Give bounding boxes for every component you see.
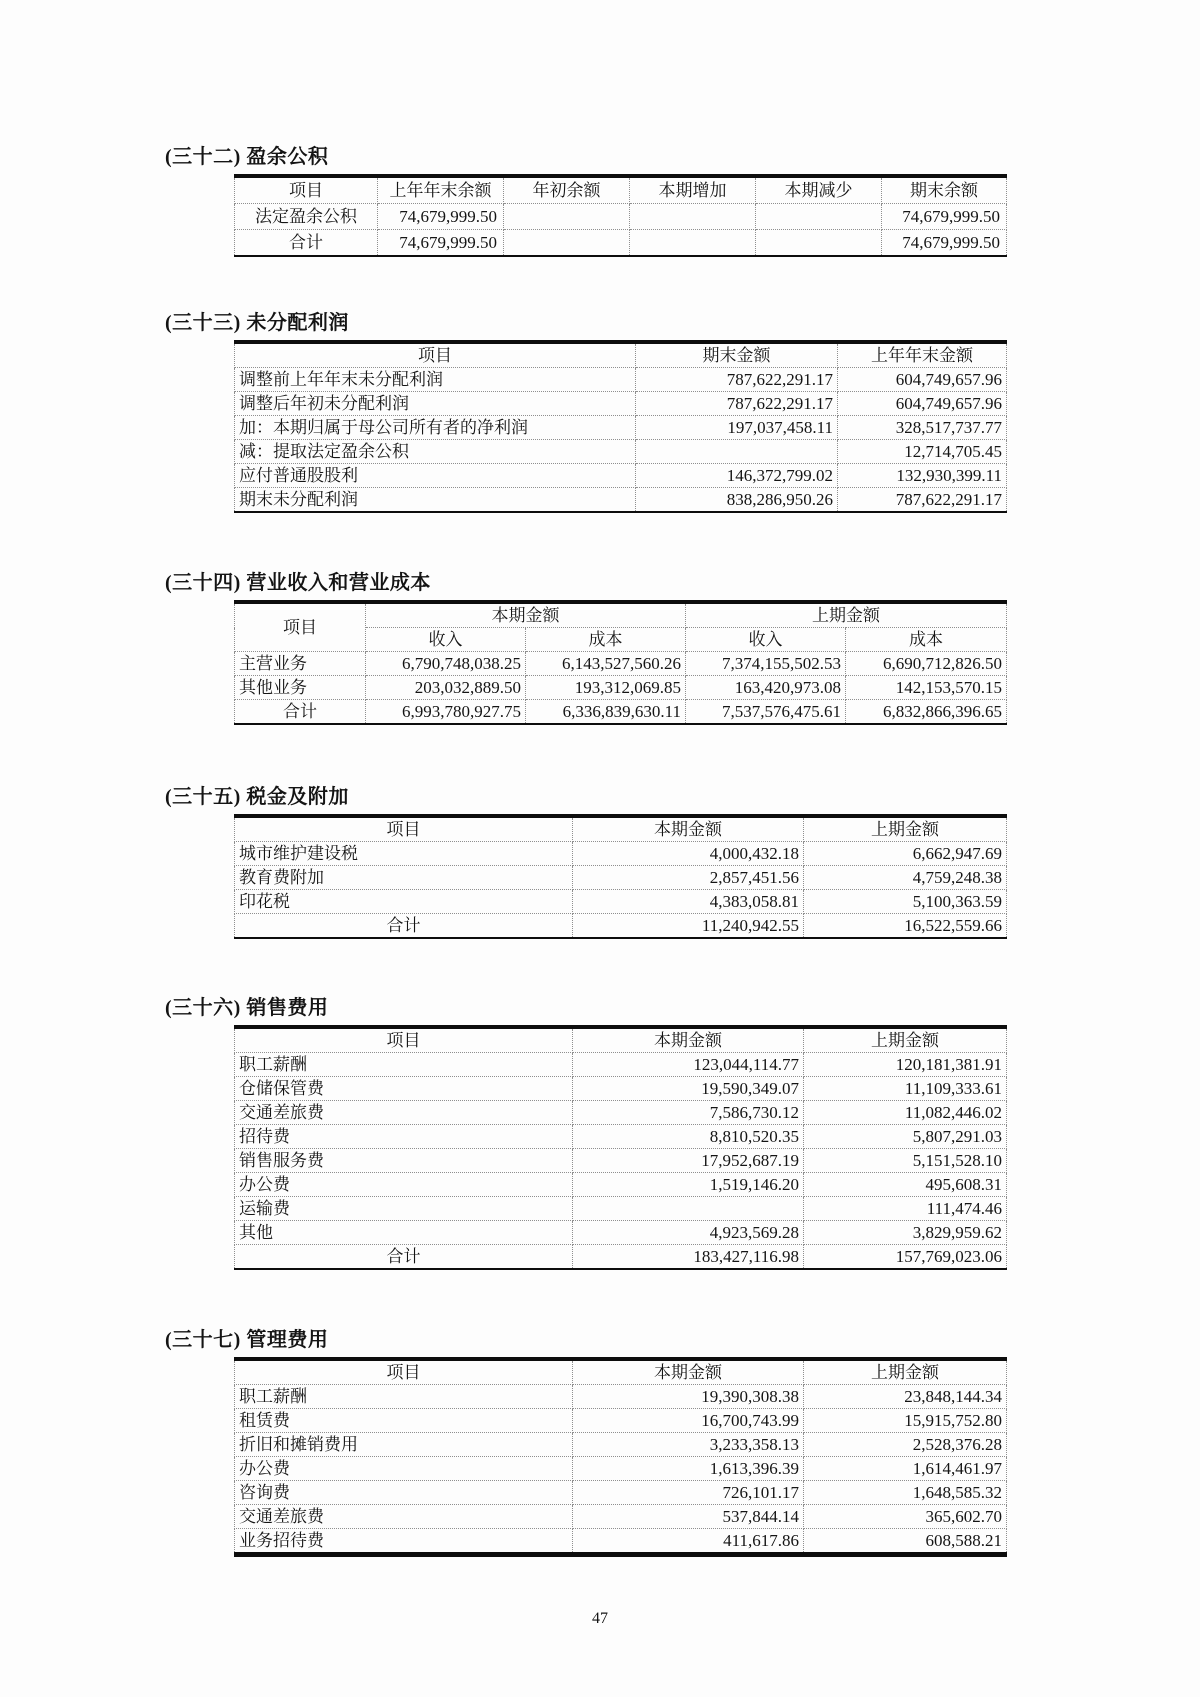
value-cell: 4,383,058.81 (573, 890, 804, 914)
table-row (235, 676, 1007, 700)
value-cell: 11,082,446.02 (804, 1101, 1007, 1125)
value-cell: 2,857,451.56 (573, 866, 804, 890)
value-cell (756, 204, 882, 230)
column-header: 上年年末金额 (838, 342, 1007, 368)
value-cell: 132,930,399.11 (838, 464, 1007, 488)
value-cell: 3,233,358.13 (573, 1433, 804, 1457)
column-header: 本期减少 (756, 176, 882, 204)
row-label-cell: 办公费 (235, 1457, 573, 1481)
revenue-cost-table (234, 600, 1007, 725)
value-cell: 123,044,114.77 (573, 1053, 804, 1077)
table-header-row (235, 342, 1007, 368)
value-cell: 7,537,576,475.61 (686, 700, 846, 725)
value-cell: 1,614,461.97 (804, 1457, 1007, 1481)
column-group-header: 上期金额 (686, 602, 1007, 628)
column-subheader: 收入 (366, 628, 526, 652)
value-cell: 16,522,559.66 (804, 914, 1007, 939)
surplus-reserve-table (234, 174, 1007, 257)
value-cell: 23,848,144.34 (804, 1385, 1007, 1409)
table-row (235, 1173, 1007, 1197)
value-cell: 183,427,116.98 (573, 1245, 804, 1270)
table-row (235, 368, 1007, 392)
value-cell: 604,749,657.96 (838, 392, 1007, 416)
row-label-cell: 业务招待费 (235, 1529, 573, 1555)
column-header: 年初余额 (504, 176, 630, 204)
value-cell: 11,240,942.55 (573, 914, 804, 939)
value-cell: 726,101.17 (573, 1481, 804, 1505)
column-header: 项目 (235, 342, 636, 368)
column-header: 项目 (235, 816, 573, 842)
column-subheader: 成本 (526, 628, 686, 652)
table-row (235, 1125, 1007, 1149)
column-header: 项目 (235, 1027, 573, 1053)
value-cell: 1,648,585.32 (804, 1481, 1007, 1505)
table-row (235, 392, 1007, 416)
row-label-cell: 折旧和摊销费用 (235, 1433, 573, 1457)
value-cell: 328,517,737.77 (838, 416, 1007, 440)
value-cell: 411,617.86 (573, 1529, 804, 1555)
value-cell: 4,923,569.28 (573, 1221, 804, 1245)
value-cell: 838,286,950.26 (636, 488, 838, 513)
table-row (235, 1053, 1007, 1077)
value-cell: 4,759,248.38 (804, 866, 1007, 890)
table-header-row (235, 816, 1007, 842)
value-cell: 1,613,396.39 (573, 1457, 804, 1481)
row-label-cell: 印花税 (235, 890, 573, 914)
value-cell: 6,690,712,826.50 (846, 652, 1007, 676)
value-cell: 5,807,291.03 (804, 1125, 1007, 1149)
value-cell: 3,829,959.62 (804, 1221, 1007, 1245)
total-row (235, 914, 1007, 939)
table-header-row (235, 176, 1007, 204)
column-header: 上年年末余额 (378, 176, 504, 204)
value-cell (756, 230, 882, 257)
value-cell: 6,336,839,630.11 (526, 700, 686, 725)
table-row (235, 866, 1007, 890)
row-label-cell: 运输费 (235, 1197, 573, 1221)
value-cell: 11,109,333.61 (804, 1077, 1007, 1101)
row-label-cell: 职工薪酬 (235, 1385, 573, 1409)
value-cell: 163,420,973.08 (686, 676, 846, 700)
admin-expenses-table (234, 1357, 1007, 1557)
row-label-cell: 其他业务 (235, 676, 366, 700)
page-number: 47 (592, 1610, 608, 1627)
row-label-cell: 招待费 (235, 1125, 573, 1149)
row-label-cell: 租赁费 (235, 1409, 573, 1433)
total-row (235, 230, 1007, 257)
table-row (235, 842, 1007, 866)
column-header: 本期增加 (630, 176, 756, 204)
table-row (235, 1505, 1007, 1529)
section-revenue-cost (165, 572, 1200, 725)
value-cell (504, 230, 630, 257)
column-subheader: 成本 (846, 628, 1007, 652)
value-cell: 12,714,705.45 (838, 440, 1007, 464)
row-label-cell: 销售服务费 (235, 1149, 573, 1173)
table-row (235, 890, 1007, 914)
value-cell: 1,519,146.20 (573, 1173, 804, 1197)
column-header: 项目 (235, 602, 366, 652)
table-row (235, 1481, 1007, 1505)
value-cell (504, 204, 630, 230)
row-label-cell: 法定盈余公积 (235, 204, 378, 230)
value-cell: 8,810,520.35 (573, 1125, 804, 1149)
value-cell (573, 1197, 804, 1221)
row-label-cell: 教育费附加 (235, 866, 573, 890)
column-group-header: 本期金额 (366, 602, 686, 628)
value-cell: 365,602.70 (804, 1505, 1007, 1529)
value-cell: 2,528,376.28 (804, 1433, 1007, 1457)
value-cell: 111,474.46 (804, 1197, 1007, 1221)
table-row (235, 440, 1007, 464)
value-cell: 74,679,999.50 (378, 204, 504, 230)
row-label-cell: 合计 (235, 700, 366, 725)
table-row (235, 1529, 1007, 1555)
column-header: 上期金额 (804, 1359, 1007, 1385)
value-cell: 19,590,349.07 (573, 1077, 804, 1101)
row-label-cell: 合计 (235, 1245, 573, 1270)
table-header-row (235, 1027, 1007, 1053)
value-cell: 7,586,730.12 (573, 1101, 804, 1125)
value-cell: 608,588.21 (804, 1529, 1007, 1555)
table-header-row (235, 602, 1007, 628)
value-cell: 537,844.14 (573, 1505, 804, 1529)
section-title: (三十七) 管理费用 (165, 1329, 329, 1351)
value-cell: 197,037,458.11 (636, 416, 838, 440)
table-row (235, 1101, 1007, 1125)
row-label-cell: 应付普通股股利 (235, 464, 636, 488)
section-title: (三十四) 营业收入和营业成本 (165, 572, 431, 594)
column-header: 上期金额 (804, 816, 1007, 842)
value-cell: 787,622,291.17 (838, 488, 1007, 513)
table-row (235, 1433, 1007, 1457)
value-cell: 6,143,527,560.26 (526, 652, 686, 676)
row-label-cell: 合计 (235, 230, 378, 257)
row-label-cell: 其他 (235, 1221, 573, 1245)
value-cell: 15,915,752.80 (804, 1409, 1007, 1433)
column-subheader: 收入 (686, 628, 846, 652)
value-cell: 203,032,889.50 (366, 676, 526, 700)
column-header: 项目 (235, 176, 378, 204)
table-header-row (235, 1359, 1007, 1385)
table-row (235, 1221, 1007, 1245)
value-cell: 6,790,748,038.25 (366, 652, 526, 676)
row-label-cell: 调整后年初未分配利润 (235, 392, 636, 416)
value-cell: 16,700,743.99 (573, 1409, 804, 1433)
value-cell: 495,608.31 (804, 1173, 1007, 1197)
value-cell: 146,372,799.02 (636, 464, 838, 488)
taxes-surcharges-table (234, 814, 1007, 939)
row-label-cell: 减：提取法定盈余公积 (235, 440, 636, 464)
value-cell: 157,769,023.06 (804, 1245, 1007, 1270)
value-cell: 19,390,308.38 (573, 1385, 804, 1409)
value-cell: 787,622,291.17 (636, 392, 838, 416)
section-title: (三十六) 销售费用 (165, 997, 329, 1019)
value-cell: 142,153,570.15 (846, 676, 1007, 700)
value-cell: 787,622,291.17 (636, 368, 838, 392)
value-cell: 5,151,528.10 (804, 1149, 1007, 1173)
table-row (235, 1149, 1007, 1173)
row-label-cell: 职工薪酬 (235, 1053, 573, 1077)
value-cell: 74,679,999.50 (378, 230, 504, 257)
row-label-cell: 交通差旅费 (235, 1505, 573, 1529)
total-row (235, 700, 1007, 725)
section-admin-expenses (165, 1329, 1200, 1557)
table-row (235, 1409, 1007, 1433)
section-undistributed-profit (165, 312, 1200, 513)
table-row (235, 1077, 1007, 1101)
value-cell (630, 230, 756, 257)
value-cell (636, 440, 838, 464)
section-taxes-surcharges (165, 786, 1200, 939)
column-header: 项目 (235, 1359, 573, 1385)
section-title: (三十五) 税金及附加 (165, 786, 349, 808)
value-cell: 74,679,999.50 (882, 204, 1007, 230)
value-cell: 17,952,687.19 (573, 1149, 804, 1173)
value-cell: 6,832,866,396.65 (846, 700, 1007, 725)
value-cell: 7,374,155,502.53 (686, 652, 846, 676)
table-row (235, 464, 1007, 488)
column-header: 期末金额 (636, 342, 838, 368)
row-label-cell: 调整前上年年末未分配利润 (235, 368, 636, 392)
row-label-cell: 主营业务 (235, 652, 366, 676)
value-cell: 74,679,999.50 (882, 230, 1007, 257)
value-cell: 604,749,657.96 (838, 368, 1007, 392)
table-row (235, 652, 1007, 676)
value-cell: 6,662,947.69 (804, 842, 1007, 866)
row-label-cell: 仓储保管费 (235, 1077, 573, 1101)
row-label-cell: 加：本期归属于母公司所有者的净利润 (235, 416, 636, 440)
column-header: 本期金额 (573, 1359, 804, 1385)
value-cell: 193,312,069.85 (526, 676, 686, 700)
section-surplus-reserve (165, 146, 1200, 257)
table-row (235, 1457, 1007, 1481)
column-header: 期末余额 (882, 176, 1007, 204)
value-cell: 5,100,363.59 (804, 890, 1007, 914)
row-label-cell: 办公费 (235, 1173, 573, 1197)
section-title: (三十三) 未分配利润 (165, 312, 349, 334)
value-cell: 120,181,381.91 (804, 1053, 1007, 1077)
column-header: 本期金额 (573, 816, 804, 842)
table-row (235, 488, 1007, 513)
value-cell: 6,993,780,927.75 (366, 700, 526, 725)
total-row (235, 1245, 1007, 1270)
section-selling-expenses (165, 997, 1200, 1270)
row-label-cell: 咨询费 (235, 1481, 573, 1505)
selling-expenses-table (234, 1025, 1007, 1270)
table-row (235, 1197, 1007, 1221)
column-header: 上期金额 (804, 1027, 1007, 1053)
row-label-cell: 交通差旅费 (235, 1101, 573, 1125)
row-label-cell: 期末未分配利润 (235, 488, 636, 513)
undistributed-profit-table (234, 340, 1007, 513)
table-row (235, 416, 1007, 440)
row-label-cell: 合计 (235, 914, 573, 939)
section-title: (三十二) 盈余公积 (165, 146, 329, 168)
value-cell: 4,000,432.18 (573, 842, 804, 866)
value-cell (630, 204, 756, 230)
table-row (235, 204, 1007, 230)
table-row (235, 1385, 1007, 1409)
column-header: 本期金额 (573, 1027, 804, 1053)
row-label-cell: 城市维护建设税 (235, 842, 573, 866)
